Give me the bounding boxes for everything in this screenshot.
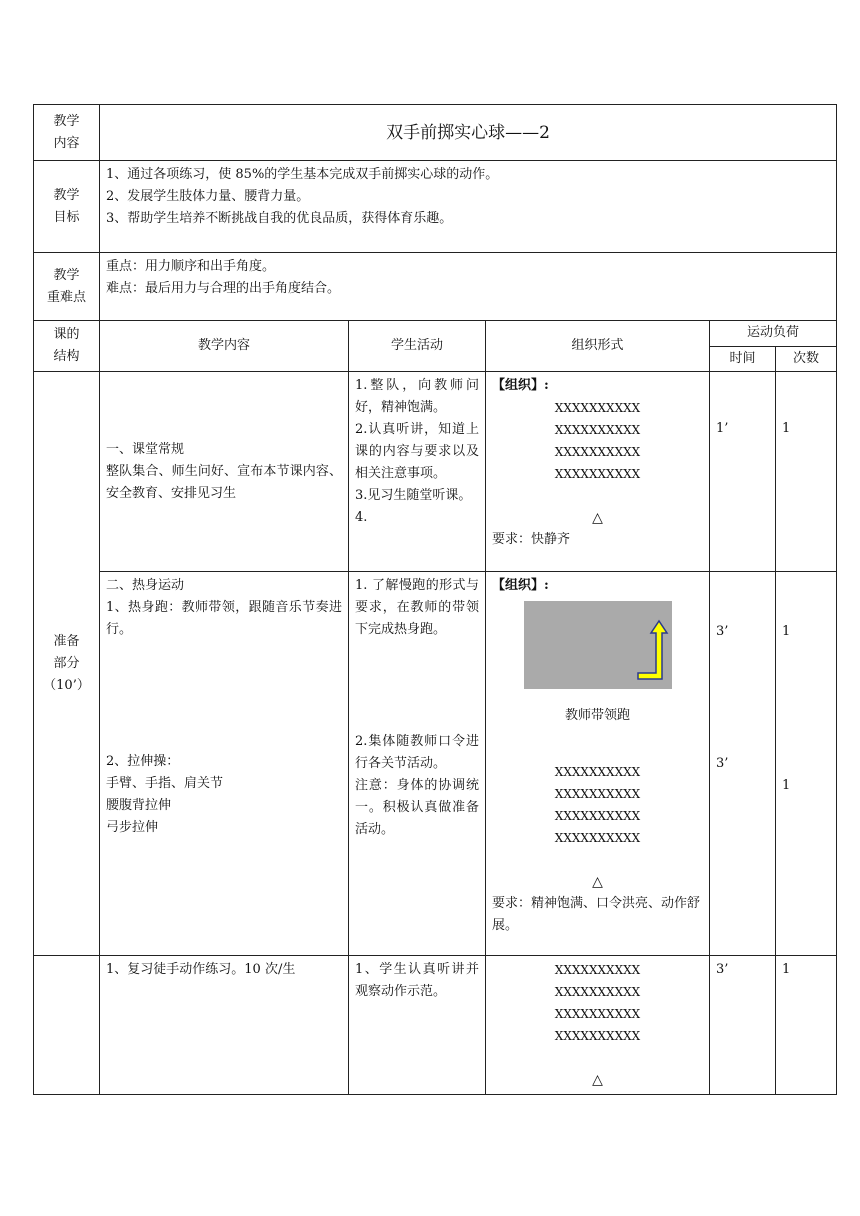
formation-row: XXXXXXXXXX <box>554 831 641 845</box>
formation-row: XXXXXXXXXX <box>554 1007 641 1021</box>
content-header: 教学内容 <box>100 321 349 372</box>
keypoints-label: 教学 重难点 <box>34 253 100 321</box>
objectives-label: 教学 目标 <box>34 161 100 253</box>
routine-content: 一、课堂常规 整队集合、师生问好、宣布本节课内容、安全教育、安排见习生 <box>100 372 349 572</box>
warmup-activities: 1. 了解慢跑的形式与要求，在教师的带领下完成热身跑。 2.集体随教师口令进行各关节活动。 注意：身体的协调统一。积极认真做准备活动。 <box>349 572 486 956</box>
stretch-item: 弓步拉伸 <box>106 820 159 835</box>
teacher-triangle-icon: △ <box>592 510 603 526</box>
content-label: 教学 内容 <box>34 105 100 161</box>
keypoint-item: 难点：最后用力与合理的出手角度结合。 <box>106 281 341 296</box>
org-title: 【组织】: <box>492 578 549 593</box>
organization-header: 组织形式 <box>486 321 710 372</box>
formation-row: XXXXXXXXXX <box>554 809 641 823</box>
count-header: 次数 <box>776 346 837 372</box>
lesson-title: 双手前掷实心球——2 <box>100 105 837 161</box>
stretch-item: 手臂、手指、肩关节 <box>106 776 224 791</box>
warmup-time: 3’ 3’ <box>710 572 776 956</box>
formation-row: XXXXXXXXXX <box>554 401 641 415</box>
objectives-list <box>100 161 837 253</box>
objective-item: 3、帮助学生培养不断挑战自我的优良品质，获得体育乐趣。 <box>106 211 453 226</box>
structure-header: 课的 结构 <box>34 321 100 372</box>
objective-item: 2、发展学生肢体力量、腰背力量。 <box>106 189 310 204</box>
stretch-item: 腰腹背拉伸 <box>106 798 172 813</box>
routine-organization <box>486 372 710 572</box>
time-header: 时间 <box>710 346 776 372</box>
formation-row: XXXXXXXXXX <box>554 1029 641 1043</box>
formation-row: XXXXXXXXXX <box>554 423 641 437</box>
basic-organization <box>486 956 710 1095</box>
basic-content: 1、复习徒手动作练习。10 次/生 <box>100 956 349 1095</box>
teacher-triangle-icon: △ <box>592 1072 603 1088</box>
basic-row <box>34 956 837 1095</box>
load-header: 运动负荷 <box>710 321 837 347</box>
basic-count: 1 <box>776 956 837 1095</box>
routine-count: 1 <box>776 372 837 572</box>
keypoints-list <box>100 253 837 321</box>
prep-section-label: 准备 部分 （10’） <box>34 372 100 956</box>
diagram-caption: 教师带领跑 <box>564 708 630 723</box>
formation-row: XXXXXXXXXX <box>554 985 641 999</box>
formation-row: XXXXXXXXXX <box>554 963 641 977</box>
formation-row: XXXXXXXXXX <box>554 765 641 779</box>
basic-time: 3’ <box>710 956 776 1095</box>
formation-row: XXXXXXXXXX <box>554 467 641 481</box>
title-row <box>34 105 837 161</box>
warmup-content: 二、热身运动 1、热身跑：教师带领，跟随音乐节奏进行。 2、拉伸操： 手臂、手指、肩关节 腰腹背拉伸 弓步拉伸 <box>100 572 349 956</box>
requirement-text: 要求：精神饱满、口令洪亮、动作舒展。 <box>492 896 701 933</box>
org-title: 【组织】: <box>492 378 549 393</box>
requirement-text: 要求：快静齐 <box>492 532 571 547</box>
warmup-count: 1 1 <box>776 572 837 956</box>
routine-activities: 1.整队，向教师问好，精神饱满。 2.认真听讲，知道上课的内容与要求以及相关注意事项。 3.见习生随堂听课。 4. <box>349 372 486 572</box>
keypoints-row <box>34 253 837 321</box>
column-header-row <box>34 321 837 347</box>
formation-row: XXXXXXXXXX <box>554 787 641 801</box>
keypoint-item: 重点：用力顺序和出手角度。 <box>106 259 276 274</box>
routine-row <box>34 372 837 572</box>
warmup-row <box>34 572 837 956</box>
teacher-triangle-icon: △ <box>592 874 603 890</box>
jog-route-diagram <box>524 601 672 689</box>
objectives-row <box>34 161 837 253</box>
objective-item: 1、通过各项练习，使 85%的学生基本完成双手前掷实心球的动作。 <box>106 167 499 182</box>
lesson-plan-table <box>33 104 837 1095</box>
warmup-organization <box>486 572 710 956</box>
routine-time: 1’ <box>710 372 776 572</box>
basic-section-label <box>34 956 100 1095</box>
formation-row: XXXXXXXXXX <box>554 445 641 459</box>
activity-header: 学生活动 <box>349 321 486 372</box>
basic-activity: 1、学生认真听讲并观察动作示范。 <box>349 956 486 1095</box>
